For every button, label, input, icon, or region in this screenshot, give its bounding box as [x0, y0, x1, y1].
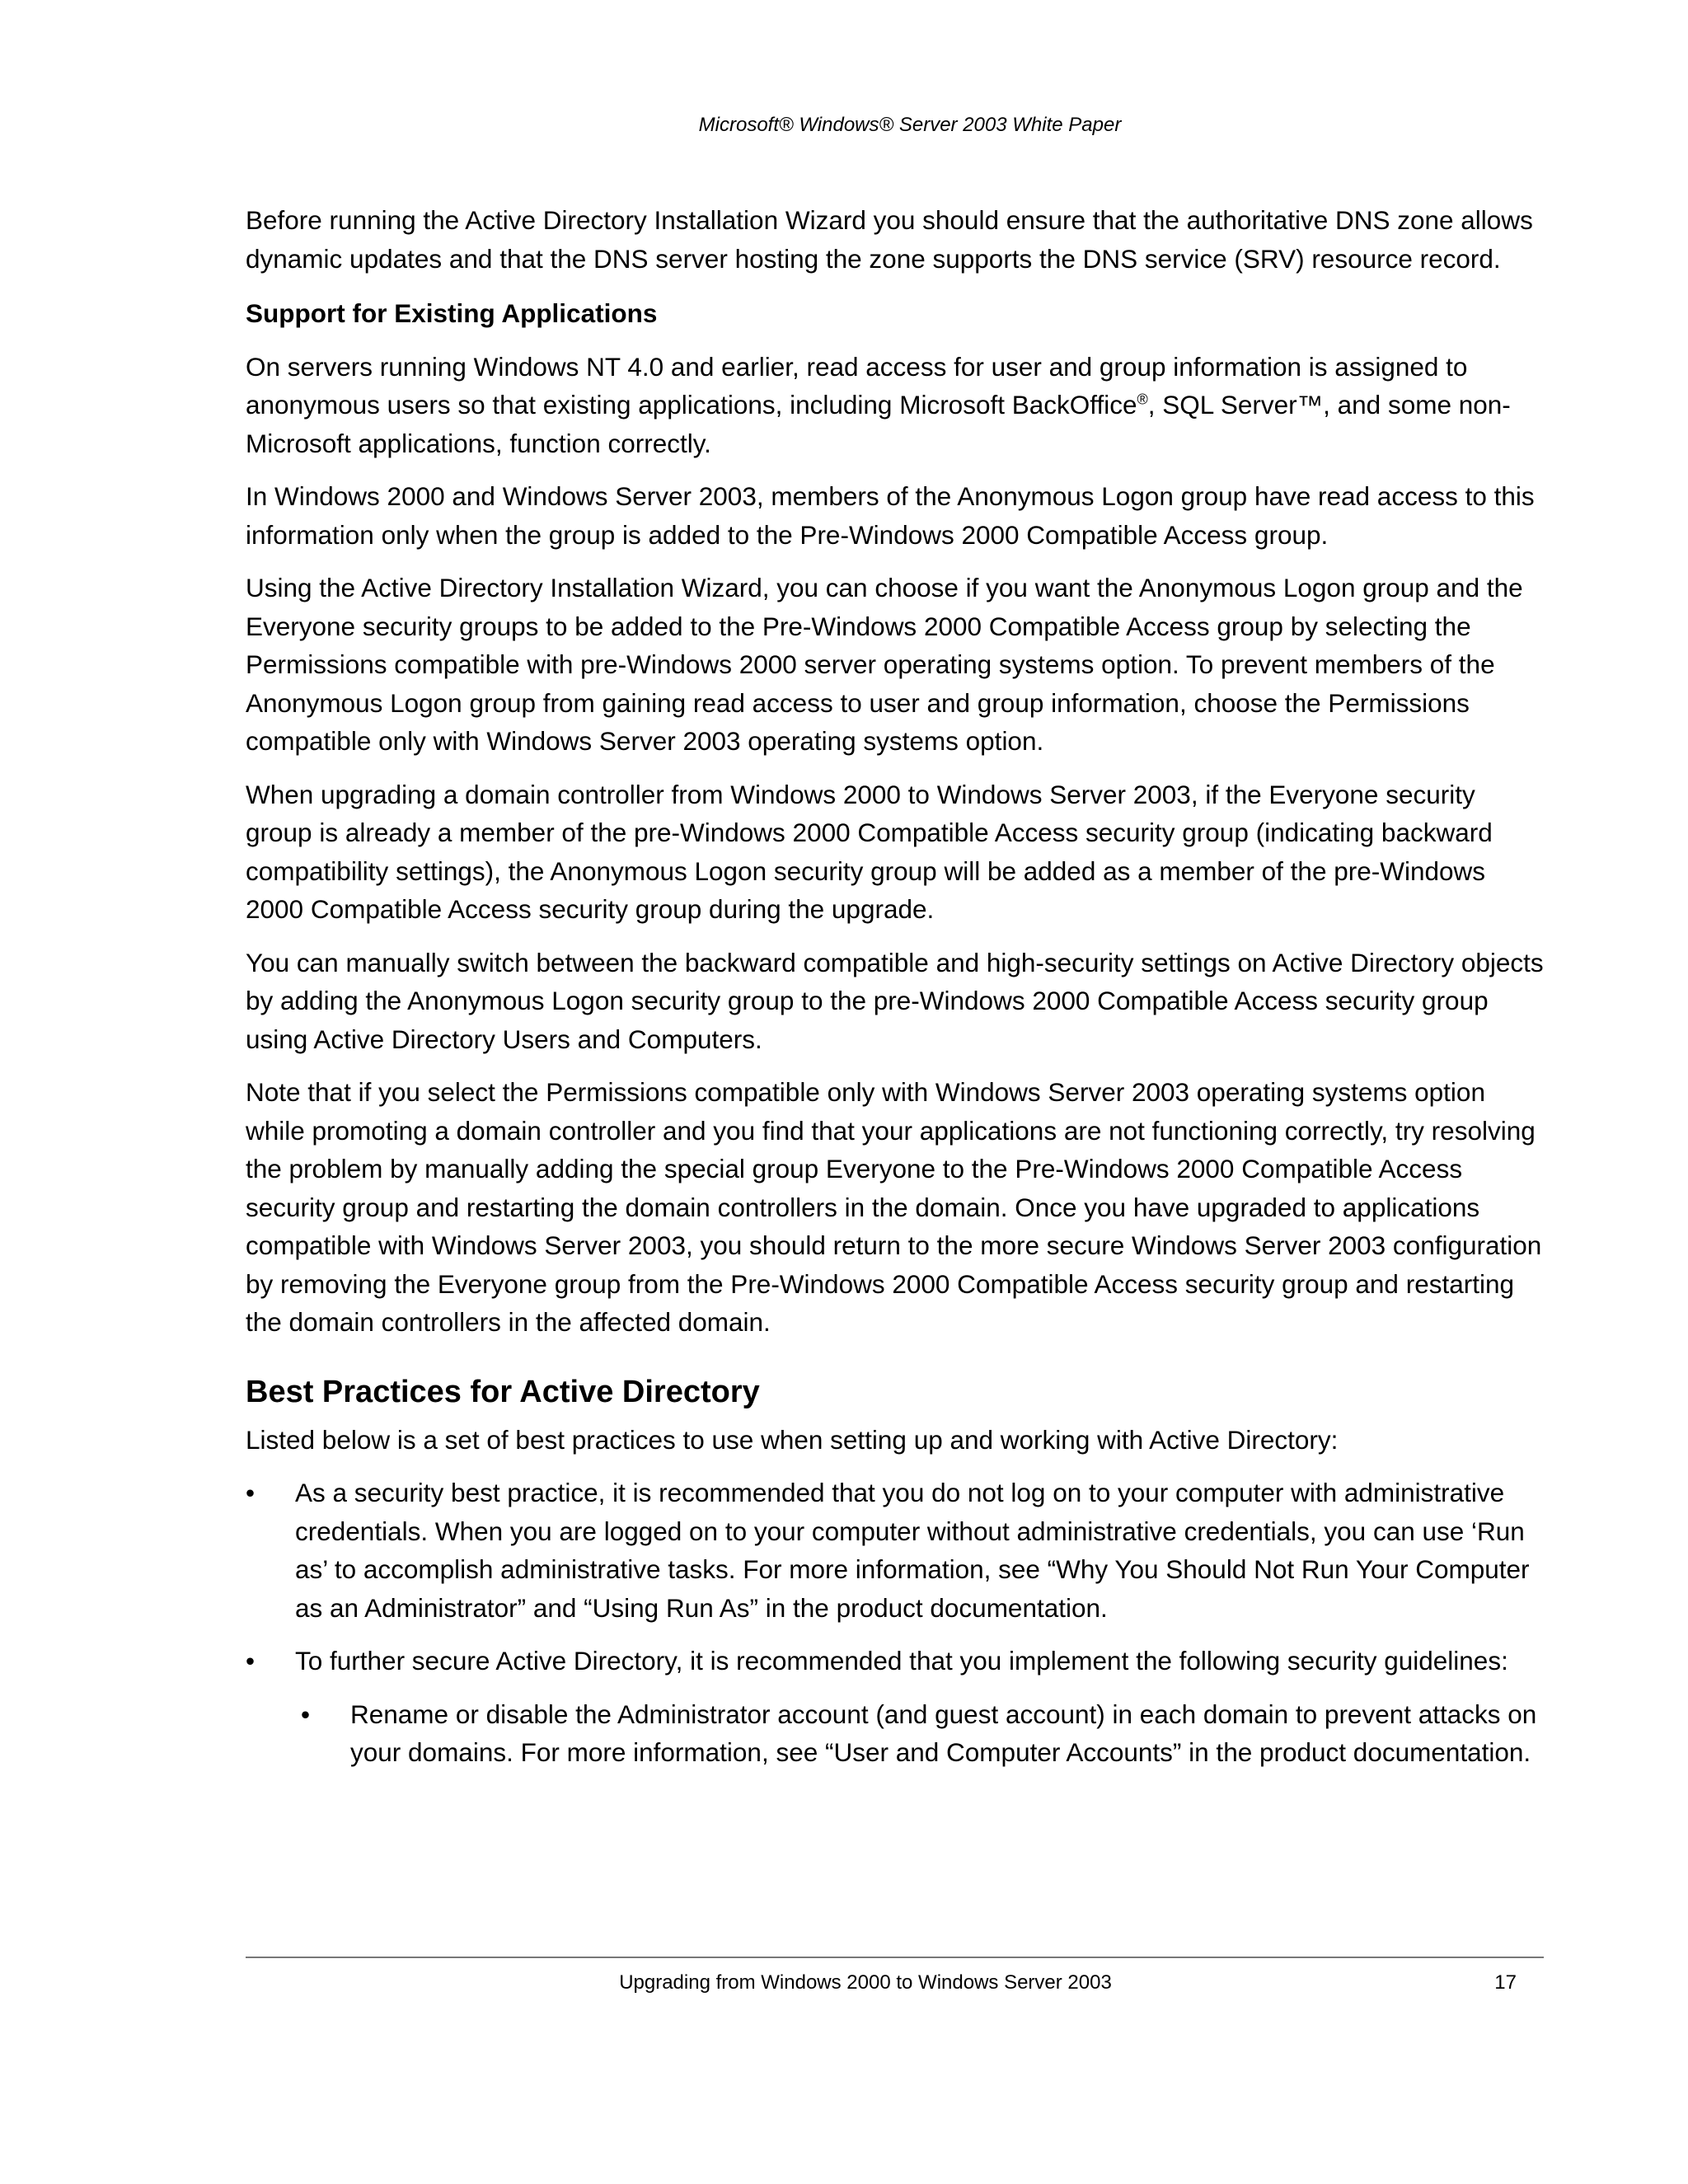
- section-heading: Best Practices for Active Directory: [246, 1374, 760, 1409]
- list-item-text: Rename or disable the Administrator account (and guest account) in each domain to prevent attacks on your domains. For more information, see “User and Computer Accounts” in the product documentation.: [350, 1699, 1537, 1767]
- best-practices-list: [246, 1474, 1544, 1680]
- paragraph-anonymous-logon: In Windows 2000 and Windows Server 2003, members of the Anonymous Logon group have read access to this information only when the group is added to the Pre-Windows 2000 Compatible Access group.: [246, 481, 1535, 550]
- bullet-icon: •: [301, 1699, 311, 1729]
- security-guidelines-list: [246, 1695, 1544, 1772]
- intro-paragraph: Before running the Active Directory Installation Wizard you should ensure that the authoritative DNS zone allows dynamic updates and that the DNS server hosting the zone supports the DNS service (SRV) resource record.: [246, 205, 1533, 274]
- paragraph-manual-switch: You can manually switch between the backward compatible and high-security settings on Active Directory objects by adding the Anonymous Logon security group to the pre-Windows 2000 Compatible Access security group using Active Directory Users and Computers.: [246, 947, 1544, 1054]
- paragraph-note: Note that if you select the Permissions compatible only with Windows Server 2003 operating systems option while promoting a domain controller and you find that your applications are not functioning correctly, try resolving the problem by manually adding the special group Everyone to the Pre-Windows 2000 Compatible Access security group and restarting the domain controllers in the domain. Once you have upgraded to applications compatible with Windows Server 2003, you should return to the more secure Windows Server 2003 configuration by removing the Everyone group from the Pre-Windows 2000 Compatible Access security group and restarting the domain controllers in the affected domain.: [246, 1077, 1542, 1337]
- paragraph-installation-wizard: Using the Active Directory Installation Wizard, you can choose if you want the Anonymous Logon group and the Everyone security groups to be added to the Pre-Windows 2000 Compatible Access group by selecting the Permissions compatible with pre-Windows 2000 server operating systems option. To prevent members of the Anonymous Logon group from gaining read access to user and group information, choose the Permissions compatible only with Windows Server 2003 operating systems option.: [246, 573, 1523, 756]
- section-intro: Listed below is a set of best practices to use when setting up and working with Active Directory:: [246, 1424, 1339, 1455]
- page-content: [246, 201, 1544, 1787]
- list-item-text: As a security best practice, it is recommended that you do not log on to your computer with administrative credentials. When you are logged on to your computer without administrative credentials, you can use ‘Run as’ to accomplish administrative tasks. For more information, see “Why You Should Not Run Your Computer as an Administrator” and “Using Run As” in the product documentation.: [295, 1478, 1530, 1623]
- page-number: 17: [1494, 1971, 1517, 1994]
- registered-mark: ®: [1137, 391, 1148, 408]
- paragraph-nt4: [246, 348, 1544, 463]
- list-item: [246, 1642, 1544, 1680]
- list-item: [246, 1474, 1544, 1627]
- page-header: Microsoft® Windows® Server 2003 White Paper: [698, 114, 1122, 136]
- paragraph-upgrading: When upgrading a domain controller from Windows 2000 to Windows Server 2003, if the Everyone security group is already a member of the pre-Windows 2000 Compatible Access security group (indicating backward compatibility settings), the Anonymous Logon security group will be added as a member of the pre-Windows 2000 Compatible Access security group during the upgrade.: [246, 779, 1493, 924]
- footer-title: Upgrading from Windows 2000 to Windows Server 2003: [619, 1971, 1112, 1994]
- bullet-icon: •: [246, 1646, 256, 1675]
- list-item-text: To further secure Active Directory, it is recommended that you implement the following security guidelines:: [295, 1646, 1508, 1675]
- paragraph-nt4-part1: On servers running Windows NT 4.0 and earlier, read access for user and group information is assigned to anonymous users so that existing applications, including Microsoft BackOffice: [246, 351, 1468, 419]
- bullet-icon: •: [246, 1478, 256, 1507]
- support-heading: Support for Existing Applications: [246, 298, 658, 328]
- list-item: [301, 1695, 1544, 1772]
- footer-divider: [246, 1957, 1544, 1958]
- paragraph-nt4-part2: , SQL Server™, and some non-Microsoft applications, function correctly.: [246, 390, 1511, 458]
